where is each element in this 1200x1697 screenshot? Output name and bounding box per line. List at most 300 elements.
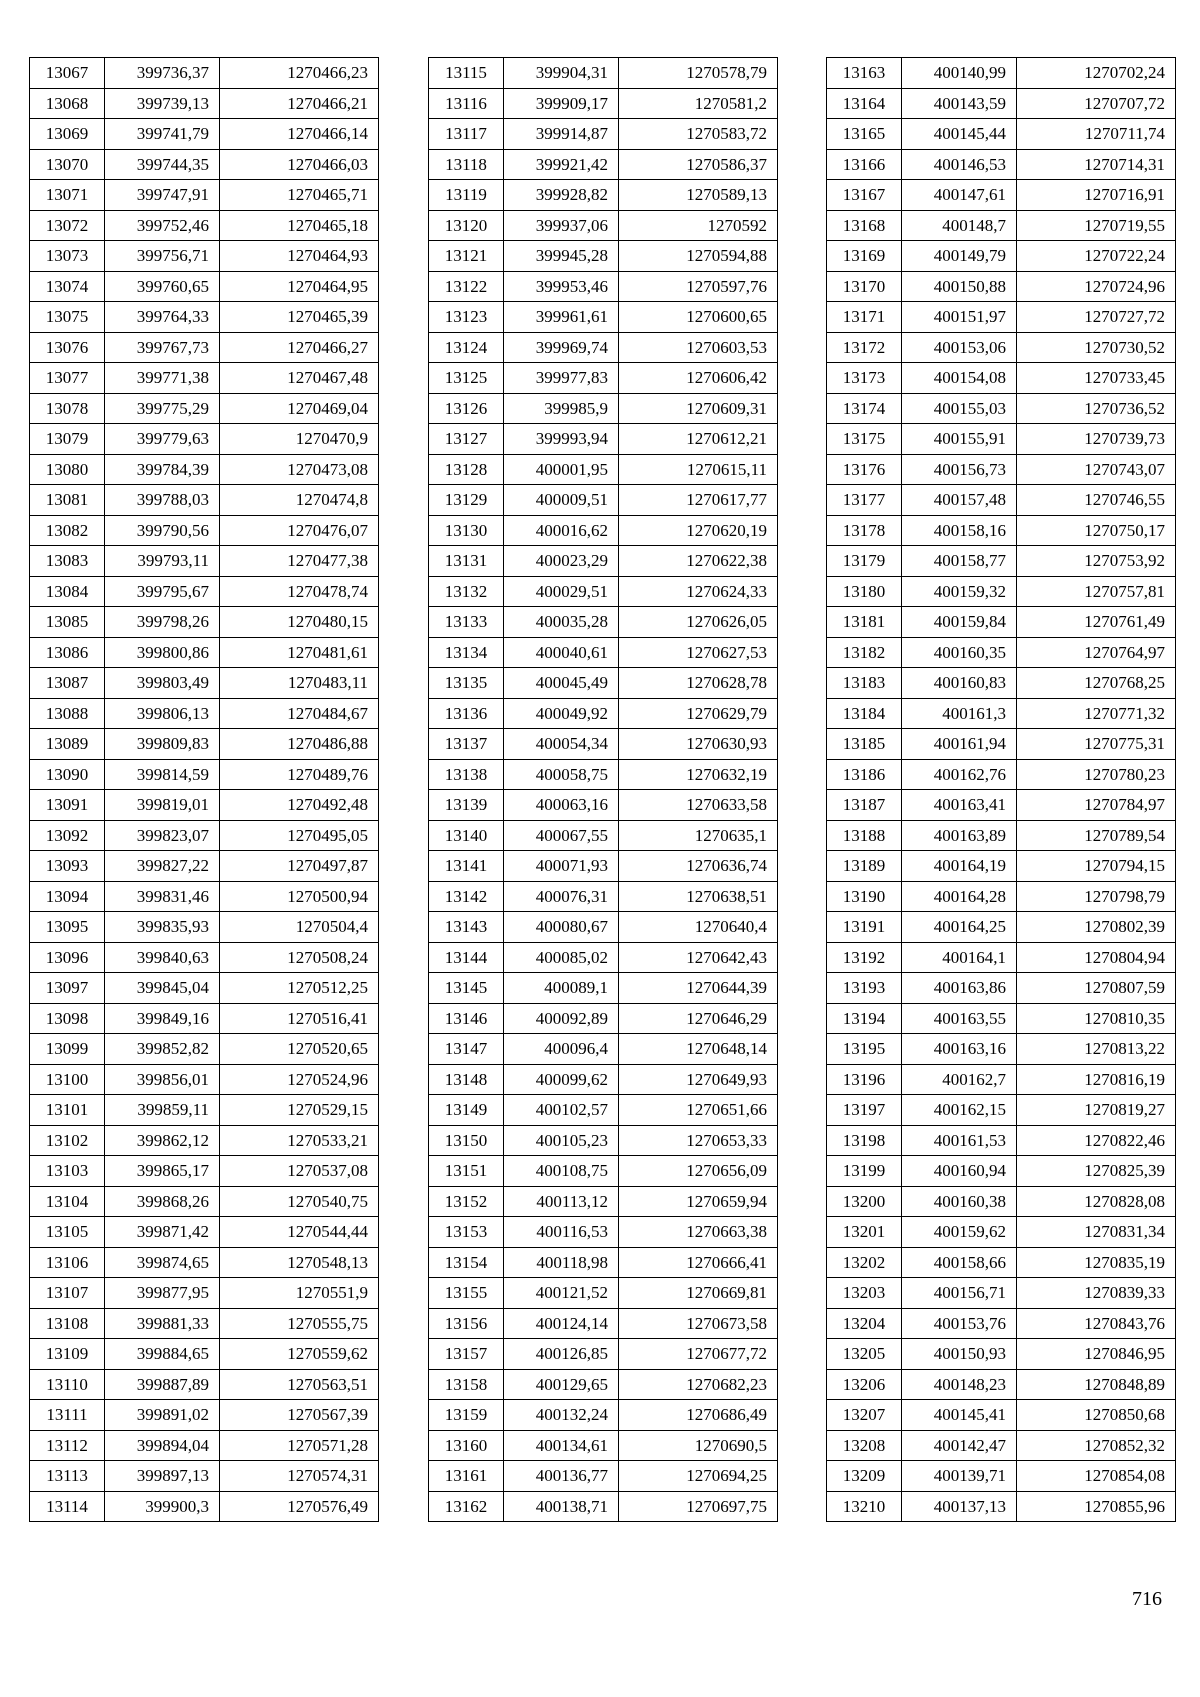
table-row [827, 881, 1176, 912]
table-row [30, 1339, 379, 1370]
point-id-cell: 13153 [429, 1217, 504, 1248]
x-coordinate-cell: 400140,99 [902, 58, 1017, 89]
point-id-cell: 13105 [30, 1217, 105, 1248]
y-coordinate-cell: 1270497,87 [220, 851, 379, 882]
x-coordinate-cell: 400132,24 [504, 1400, 619, 1431]
y-coordinate-cell: 1270512,25 [220, 973, 379, 1004]
point-id-cell: 13133 [429, 607, 504, 638]
x-coordinate-cell: 400161,3 [902, 698, 1017, 729]
table-row [429, 851, 778, 882]
x-coordinate-cell: 399985,9 [504, 393, 619, 424]
table-row [30, 942, 379, 973]
point-id-cell: 13136 [429, 698, 504, 729]
x-coordinate-cell: 400156,71 [902, 1278, 1017, 1309]
table-row [429, 210, 778, 241]
point-id-cell: 13171 [827, 302, 902, 333]
point-id-cell: 13177 [827, 485, 902, 516]
point-id-cell: 13163 [827, 58, 902, 89]
point-id-cell: 13128 [429, 454, 504, 485]
y-coordinate-cell: 1270544,44 [220, 1217, 379, 1248]
x-coordinate-cell: 399993,94 [504, 424, 619, 455]
table-row [827, 485, 1176, 516]
x-coordinate-cell: 399744,35 [105, 149, 220, 180]
table-row [827, 759, 1176, 790]
y-coordinate-cell: 1270636,74 [619, 851, 778, 882]
table-row [827, 1308, 1176, 1339]
y-coordinate-cell: 1270702,24 [1017, 58, 1176, 89]
y-coordinate-cell: 1270707,72 [1017, 88, 1176, 119]
table-row [429, 485, 778, 516]
y-coordinate-cell: 1270722,24 [1017, 241, 1176, 272]
page-number: 716 [1132, 1588, 1162, 1610]
point-id-cell: 13156 [429, 1308, 504, 1339]
point-id-cell: 13091 [30, 790, 105, 821]
table-row [429, 363, 778, 394]
y-coordinate-cell: 1270764,97 [1017, 637, 1176, 668]
point-id-cell: 13072 [30, 210, 105, 241]
point-id-cell: 13146 [429, 1003, 504, 1034]
y-coordinate-cell: 1270771,32 [1017, 698, 1176, 729]
x-coordinate-cell: 400063,16 [504, 790, 619, 821]
point-id-cell: 13170 [827, 271, 902, 302]
x-coordinate-cell: 400148,23 [902, 1369, 1017, 1400]
table-row [30, 393, 379, 424]
point-id-cell: 13144 [429, 942, 504, 973]
x-coordinate-cell: 399969,74 [504, 332, 619, 363]
point-id-cell: 13076 [30, 332, 105, 363]
table-row [429, 607, 778, 638]
x-coordinate-cell: 400161,94 [902, 729, 1017, 760]
point-id-cell: 13077 [30, 363, 105, 394]
x-coordinate-cell: 400161,53 [902, 1125, 1017, 1156]
table-row [827, 546, 1176, 577]
table-row [429, 1278, 778, 1309]
point-id-cell: 13188 [827, 820, 902, 851]
y-coordinate-cell: 1270784,97 [1017, 790, 1176, 821]
point-id-cell: 13138 [429, 759, 504, 790]
x-coordinate-cell: 399771,38 [105, 363, 220, 394]
y-coordinate-cell: 1270666,41 [619, 1247, 778, 1278]
x-coordinate-cell: 399937,06 [504, 210, 619, 241]
table-row [827, 637, 1176, 668]
y-coordinate-cell: 1270768,25 [1017, 668, 1176, 699]
x-coordinate-cell: 400164,19 [902, 851, 1017, 882]
table-row [827, 454, 1176, 485]
y-coordinate-cell: 1270669,81 [619, 1278, 778, 1309]
table-row [429, 1369, 778, 1400]
point-id-cell: 13180 [827, 576, 902, 607]
table-row [429, 332, 778, 363]
table-row [827, 424, 1176, 455]
y-coordinate-cell: 1270465,71 [220, 180, 379, 211]
y-coordinate-cell: 1270719,55 [1017, 210, 1176, 241]
x-coordinate-cell: 399784,39 [105, 454, 220, 485]
y-coordinate-cell: 1270802,39 [1017, 912, 1176, 943]
point-id-cell: 13159 [429, 1400, 504, 1431]
point-id-cell: 13083 [30, 546, 105, 577]
y-coordinate-cell: 1270589,13 [619, 180, 778, 211]
x-coordinate-cell: 400159,32 [902, 576, 1017, 607]
table-row [30, 790, 379, 821]
table-row [30, 1186, 379, 1217]
table-row [30, 912, 379, 943]
table-row [30, 1430, 379, 1461]
y-coordinate-cell: 1270474,8 [220, 485, 379, 516]
y-coordinate-cell: 1270739,73 [1017, 424, 1176, 455]
point-id-cell: 13189 [827, 851, 902, 882]
table-row [429, 302, 778, 333]
table-row [429, 1308, 778, 1339]
point-id-cell: 13078 [30, 393, 105, 424]
table-row [827, 1369, 1176, 1400]
point-id-cell: 13084 [30, 576, 105, 607]
y-coordinate-cell: 1270481,61 [220, 637, 379, 668]
y-coordinate-cell: 1270855,96 [1017, 1491, 1176, 1522]
point-id-cell: 13160 [429, 1430, 504, 1461]
point-id-cell: 13129 [429, 485, 504, 516]
table-row [827, 1491, 1176, 1522]
point-id-cell: 13103 [30, 1156, 105, 1187]
y-coordinate-cell: 1270632,19 [619, 759, 778, 790]
x-coordinate-cell: 400139,71 [902, 1461, 1017, 1492]
point-id-cell: 13101 [30, 1095, 105, 1126]
point-id-cell: 13155 [429, 1278, 504, 1309]
table-row [30, 668, 379, 699]
point-id-cell: 13206 [827, 1369, 902, 1400]
point-id-cell: 13157 [429, 1339, 504, 1370]
x-coordinate-cell: 400160,94 [902, 1156, 1017, 1187]
point-id-cell: 13161 [429, 1461, 504, 1492]
x-coordinate-cell: 400163,86 [902, 973, 1017, 1004]
point-id-cell: 13070 [30, 149, 105, 180]
x-coordinate-cell: 400162,76 [902, 759, 1017, 790]
point-id-cell: 13162 [429, 1491, 504, 1522]
table-row [429, 393, 778, 424]
y-coordinate-cell: 1270810,35 [1017, 1003, 1176, 1034]
x-coordinate-cell: 399852,82 [105, 1034, 220, 1065]
point-id-cell: 13132 [429, 576, 504, 607]
point-id-cell: 13137 [429, 729, 504, 760]
x-coordinate-cell: 400089,1 [504, 973, 619, 1004]
table-row [30, 180, 379, 211]
y-coordinate-cell: 1270724,96 [1017, 271, 1176, 302]
x-coordinate-cell: 399871,42 [105, 1217, 220, 1248]
table-row [30, 363, 379, 394]
y-coordinate-cell: 1270629,79 [619, 698, 778, 729]
table-row [827, 576, 1176, 607]
table-row [827, 1064, 1176, 1095]
x-coordinate-cell: 400080,67 [504, 912, 619, 943]
table-row [30, 1491, 379, 1522]
point-id-cell: 13121 [429, 241, 504, 272]
y-coordinate-cell: 1270697,75 [619, 1491, 778, 1522]
y-coordinate-cell: 1270816,19 [1017, 1064, 1176, 1095]
point-id-cell: 13145 [429, 973, 504, 1004]
x-coordinate-cell: 400142,47 [902, 1430, 1017, 1461]
y-coordinate-cell: 1270753,92 [1017, 546, 1176, 577]
y-coordinate-cell: 1270606,42 [619, 363, 778, 394]
y-coordinate-cell: 1270733,45 [1017, 363, 1176, 394]
x-coordinate-cell: 399835,93 [105, 912, 220, 943]
table-row [827, 1430, 1176, 1461]
y-coordinate-cell: 1270646,29 [619, 1003, 778, 1034]
x-coordinate-cell: 399747,91 [105, 180, 220, 211]
point-id-cell: 13080 [30, 454, 105, 485]
table-row [827, 912, 1176, 943]
point-id-cell: 13174 [827, 393, 902, 424]
y-coordinate-cell: 1270804,94 [1017, 942, 1176, 973]
y-coordinate-cell: 1270807,59 [1017, 973, 1176, 1004]
y-coordinate-cell: 1270470,9 [220, 424, 379, 455]
x-coordinate-cell: 400076,31 [504, 881, 619, 912]
table-row [827, 973, 1176, 1004]
table-row [30, 973, 379, 1004]
table-row [30, 485, 379, 516]
x-coordinate-cell: 400160,38 [902, 1186, 1017, 1217]
x-coordinate-cell: 399868,26 [105, 1186, 220, 1217]
point-id-cell: 13141 [429, 851, 504, 882]
point-id-cell: 13168 [827, 210, 902, 241]
point-id-cell: 13176 [827, 454, 902, 485]
point-id-cell: 13191 [827, 912, 902, 943]
table-row [429, 1003, 778, 1034]
x-coordinate-cell: 399827,22 [105, 851, 220, 882]
table-row [429, 1247, 778, 1278]
x-coordinate-cell: 400149,79 [902, 241, 1017, 272]
point-id-cell: 13196 [827, 1064, 902, 1095]
x-coordinate-cell: 400054,34 [504, 729, 619, 760]
point-id-cell: 13200 [827, 1186, 902, 1217]
table-row [429, 637, 778, 668]
x-coordinate-cell: 400158,77 [902, 546, 1017, 577]
x-coordinate-cell: 399739,13 [105, 88, 220, 119]
x-coordinate-cell: 400150,93 [902, 1339, 1017, 1370]
x-coordinate-cell: 400155,03 [902, 393, 1017, 424]
table-row [827, 1247, 1176, 1278]
y-coordinate-cell: 1270682,23 [619, 1369, 778, 1400]
y-coordinate-cell: 1270484,67 [220, 698, 379, 729]
y-coordinate-cell: 1270622,38 [619, 546, 778, 577]
point-id-cell: 13208 [827, 1430, 902, 1461]
point-id-cell: 13125 [429, 363, 504, 394]
x-coordinate-cell: 400067,55 [504, 820, 619, 851]
y-coordinate-cell: 1270476,07 [220, 515, 379, 546]
point-id-cell: 13135 [429, 668, 504, 699]
table-row [827, 180, 1176, 211]
x-coordinate-cell: 400108,75 [504, 1156, 619, 1187]
y-coordinate-cell: 1270516,41 [220, 1003, 379, 1034]
y-coordinate-cell: 1270537,08 [220, 1156, 379, 1187]
x-coordinate-cell: 400158,16 [902, 515, 1017, 546]
point-id-cell: 13126 [429, 393, 504, 424]
y-coordinate-cell: 1270831,34 [1017, 1217, 1176, 1248]
point-id-cell: 13166 [827, 149, 902, 180]
table-row [827, 1156, 1176, 1187]
point-id-cell: 13086 [30, 637, 105, 668]
y-coordinate-cell: 1270574,31 [220, 1461, 379, 1492]
point-id-cell: 13123 [429, 302, 504, 333]
point-id-cell: 13192 [827, 942, 902, 973]
table-row [30, 515, 379, 546]
y-coordinate-cell: 1270835,19 [1017, 1247, 1176, 1278]
point-id-cell: 13199 [827, 1156, 902, 1187]
table-row [827, 729, 1176, 760]
y-coordinate-cell: 1270466,23 [220, 58, 379, 89]
y-coordinate-cell: 1270603,53 [619, 332, 778, 363]
table-row [429, 1217, 778, 1248]
x-coordinate-cell: 399840,63 [105, 942, 220, 973]
table-row [827, 332, 1176, 363]
x-coordinate-cell: 399891,02 [105, 1400, 220, 1431]
x-coordinate-cell: 400164,1 [902, 942, 1017, 973]
y-coordinate-cell: 1270659,94 [619, 1186, 778, 1217]
x-coordinate-cell: 400099,62 [504, 1064, 619, 1095]
x-coordinate-cell: 400113,12 [504, 1186, 619, 1217]
y-coordinate-cell: 1270626,05 [619, 607, 778, 638]
point-id-cell: 13143 [429, 912, 504, 943]
point-id-cell: 13152 [429, 1186, 504, 1217]
y-coordinate-cell: 1270480,15 [220, 607, 379, 638]
x-coordinate-cell: 399887,89 [105, 1369, 220, 1400]
table-row [429, 729, 778, 760]
table-row [30, 149, 379, 180]
point-id-cell: 13164 [827, 88, 902, 119]
x-coordinate-cell: 400001,95 [504, 454, 619, 485]
point-id-cell: 13074 [30, 271, 105, 302]
table-row [30, 1400, 379, 1431]
point-id-cell: 13122 [429, 271, 504, 302]
point-id-cell: 13081 [30, 485, 105, 516]
y-coordinate-cell: 1270615,11 [619, 454, 778, 485]
point-id-cell: 13147 [429, 1034, 504, 1065]
y-coordinate-cell: 1270473,08 [220, 454, 379, 485]
x-coordinate-cell: 399803,49 [105, 668, 220, 699]
table-row [429, 1186, 778, 1217]
table-row [30, 1308, 379, 1339]
table-row [827, 1461, 1176, 1492]
y-coordinate-cell: 1270813,22 [1017, 1034, 1176, 1065]
table-row [827, 88, 1176, 119]
x-coordinate-cell: 400071,93 [504, 851, 619, 882]
table-row [429, 1156, 778, 1187]
y-coordinate-cell: 1270583,72 [619, 119, 778, 150]
point-id-cell: 13087 [30, 668, 105, 699]
y-coordinate-cell: 1270736,52 [1017, 393, 1176, 424]
y-coordinate-cell: 1270576,49 [220, 1491, 379, 1522]
x-coordinate-cell: 400163,55 [902, 1003, 1017, 1034]
x-coordinate-cell: 399874,65 [105, 1247, 220, 1278]
table-row [30, 454, 379, 485]
point-id-cell: 13198 [827, 1125, 902, 1156]
point-id-cell: 13194 [827, 1003, 902, 1034]
y-coordinate-cell: 1270651,66 [619, 1095, 778, 1126]
x-coordinate-cell: 399775,29 [105, 393, 220, 424]
table-row [30, 88, 379, 119]
table-row [827, 668, 1176, 699]
y-coordinate-cell: 1270495,05 [220, 820, 379, 851]
y-coordinate-cell: 1270630,93 [619, 729, 778, 760]
x-coordinate-cell: 399894,04 [105, 1430, 220, 1461]
table-row [429, 973, 778, 1004]
table-row [30, 332, 379, 363]
y-coordinate-cell: 1270653,33 [619, 1125, 778, 1156]
table-row [827, 790, 1176, 821]
x-coordinate-cell: 400148,7 [902, 210, 1017, 241]
y-coordinate-cell: 1270727,72 [1017, 302, 1176, 333]
table-row [429, 424, 778, 455]
x-coordinate-cell: 400092,89 [504, 1003, 619, 1034]
point-id-cell: 13102 [30, 1125, 105, 1156]
x-coordinate-cell: 400035,28 [504, 607, 619, 638]
table-row [429, 88, 778, 119]
table-row [827, 698, 1176, 729]
x-coordinate-cell: 399795,67 [105, 576, 220, 607]
point-id-cell: 13082 [30, 515, 105, 546]
x-coordinate-cell: 400153,76 [902, 1308, 1017, 1339]
x-coordinate-cell: 399800,86 [105, 637, 220, 668]
y-coordinate-cell: 1270477,38 [220, 546, 379, 577]
point-id-cell: 13069 [30, 119, 105, 150]
x-coordinate-cell: 399788,03 [105, 485, 220, 516]
point-id-cell: 13120 [429, 210, 504, 241]
table-row [30, 1156, 379, 1187]
x-coordinate-cell: 400164,28 [902, 881, 1017, 912]
x-coordinate-cell: 399819,01 [105, 790, 220, 821]
y-coordinate-cell: 1270609,31 [619, 393, 778, 424]
coordinate-table-2 [428, 57, 778, 1522]
table-row [429, 820, 778, 851]
y-coordinate-cell: 1270677,72 [619, 1339, 778, 1370]
y-coordinate-cell: 1270489,76 [220, 759, 379, 790]
table-row [30, 1064, 379, 1095]
point-id-cell: 13151 [429, 1156, 504, 1187]
x-coordinate-cell: 400136,77 [504, 1461, 619, 1492]
x-coordinate-cell: 400058,75 [504, 759, 619, 790]
y-coordinate-cell: 1270640,4 [619, 912, 778, 943]
point-id-cell: 13106 [30, 1247, 105, 1278]
y-coordinate-cell: 1270508,24 [220, 942, 379, 973]
table-row [429, 1430, 778, 1461]
x-coordinate-cell: 400162,15 [902, 1095, 1017, 1126]
point-id-cell: 13140 [429, 820, 504, 851]
table-row [429, 1491, 778, 1522]
point-id-cell: 13100 [30, 1064, 105, 1095]
y-coordinate-cell: 1270551,9 [220, 1278, 379, 1309]
y-coordinate-cell: 1270500,94 [220, 881, 379, 912]
table-row [30, 546, 379, 577]
x-coordinate-cell: 399862,12 [105, 1125, 220, 1156]
point-id-cell: 13193 [827, 973, 902, 1004]
y-coordinate-cell: 1270571,28 [220, 1430, 379, 1461]
x-coordinate-cell: 399767,73 [105, 332, 220, 363]
x-coordinate-cell: 400023,29 [504, 546, 619, 577]
point-id-cell: 13197 [827, 1095, 902, 1126]
point-id-cell: 13118 [429, 149, 504, 180]
y-coordinate-cell: 1270467,48 [220, 363, 379, 394]
y-coordinate-cell: 1270716,91 [1017, 180, 1176, 211]
x-coordinate-cell: 399881,33 [105, 1308, 220, 1339]
x-coordinate-cell: 400085,02 [504, 942, 619, 973]
table-row [827, 241, 1176, 272]
table-row [30, 698, 379, 729]
table-row [30, 271, 379, 302]
point-id-cell: 13190 [827, 881, 902, 912]
x-coordinate-cell: 400118,98 [504, 1247, 619, 1278]
point-id-cell: 13079 [30, 424, 105, 455]
point-id-cell: 13149 [429, 1095, 504, 1126]
y-coordinate-cell: 1270839,33 [1017, 1278, 1176, 1309]
point-id-cell: 13104 [30, 1186, 105, 1217]
